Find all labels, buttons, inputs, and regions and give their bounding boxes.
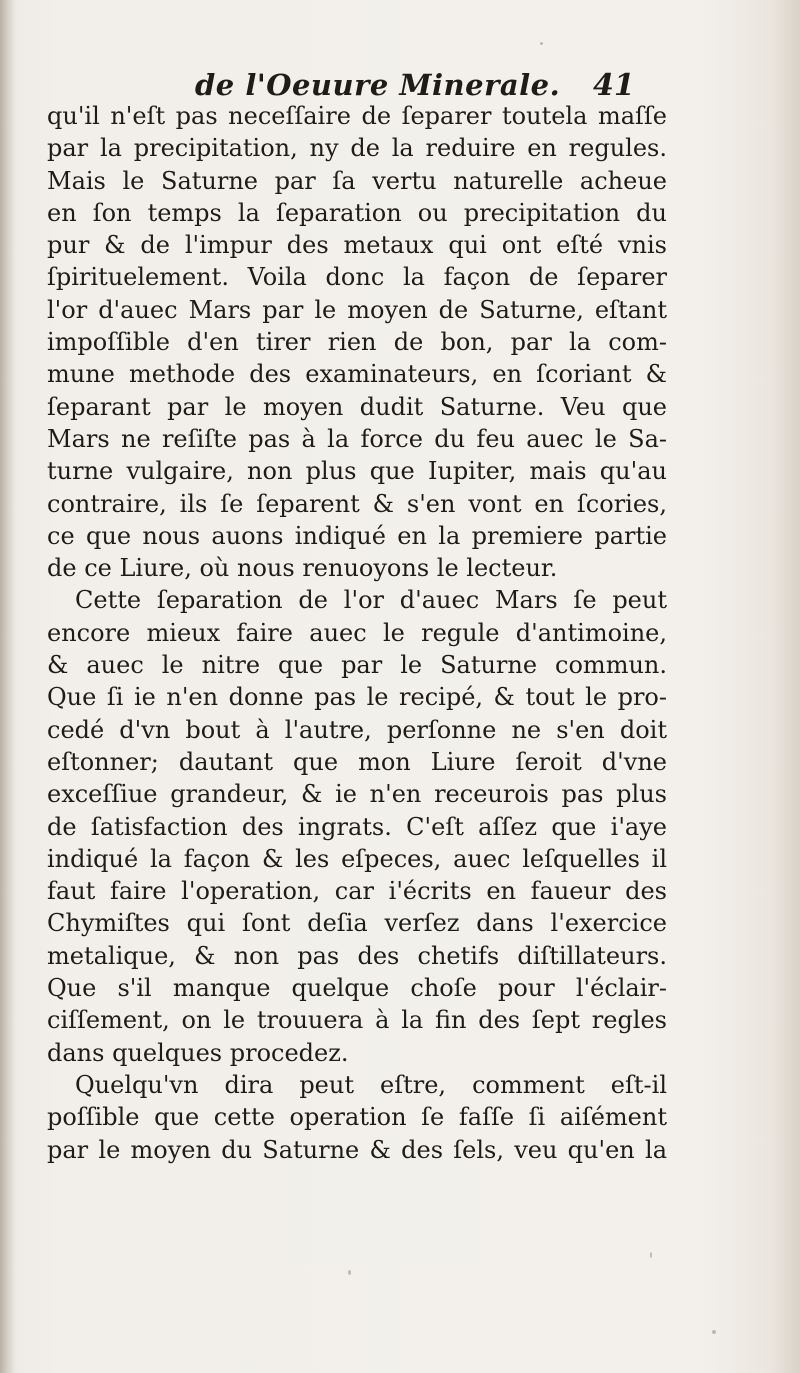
text-line: de ce Liure, où nous renuoyons le lecteur. <box>47 554 558 583</box>
text-line: Que s'il manque quelque choſe pour l'éclair- <box>47 974 667 1003</box>
text-line: eſtonner; dautant que mon Liure ſeroit d'vne <box>47 747 667 776</box>
text-line: Que ſi ie n'en donne pas le recipé, & tout le pro- <box>47 683 667 712</box>
paper-speck <box>540 42 543 45</box>
text-line: Mais le Saturne par ſa vertu naturelle acheue <box>47 166 667 195</box>
text-line: de ſatisfaction des ingrats. C'eſt aſſez que i'aye <box>47 812 667 841</box>
text-line: Mars ne reſiſte pas à la force du feu auec le Sa- <box>47 424 667 453</box>
text-line: dans quelques procedez. <box>47 1038 349 1067</box>
text-line: ſeparant par le moyen dudit Saturne. Veu que <box>47 392 667 421</box>
paragraph-start-line: Quelqu'vn dira peut eſtre, comment eſt-il <box>75 1070 667 1099</box>
page-gutter-shadow <box>0 0 14 1373</box>
text-line: metalique, & non pas des chetifs diſtillateurs. <box>47 941 667 970</box>
text-line: indiqué la façon & les eſpeces, auec leſquelles il <box>47 844 667 873</box>
paper-speck <box>650 1252 652 1258</box>
paper-speck <box>348 1270 351 1275</box>
text-line: ſpirituelement. Voila donc la façon de ſeparer <box>47 263 667 292</box>
text-line: faut faire l'operation, car i'écrits en faueur des <box>47 877 667 906</box>
text-line: poſſible que cette operation ſe faſſe ſi aiſément <box>47 1103 667 1132</box>
text-line: cedé d'vn bout à l'autre, perſonne ne s'en doit <box>47 715 667 744</box>
text-line: encore mieux faire auec le regule d'antimoine, <box>47 618 667 647</box>
text-line: pur & de l'impur des metaux qui ont eſté vnis <box>47 231 667 260</box>
text-line: ciſſement, on le trouuera à la fin des ſept regles <box>47 1006 667 1035</box>
text-line: & auec le nitre que par le Saturne commun. <box>47 651 667 680</box>
text-line: Chymiſtes qui ſont deſia verſez dans l'exercice <box>47 909 667 938</box>
text-line: exceſſiue grandeur, & ie n'en receurois pas plus <box>47 780 667 809</box>
text-line: par la precipitation, ny de la reduire en regules. <box>47 134 667 163</box>
running-title: de l'Oeuure Minerale. <box>195 68 561 102</box>
page-number: 41 <box>593 68 635 103</box>
text-line: impoſſible d'en tirer rien de bon, par la com- <box>47 328 667 357</box>
text-line: mune methode des examinateurs, en ſcoriant & <box>47 360 667 389</box>
text-line: ce que nous auons indiqué en la premiere partie <box>47 521 667 550</box>
paragraph-start-line: Cette ſeparation de l'or d'auec Mars ſe peut <box>75 586 667 615</box>
text-line: qu'il n'eſt pas neceſſaire de ſeparer toutela maſſe <box>47 102 667 130</box>
text-line: l'or d'auec Mars par le moyen de Saturne, eſtant <box>47 295 667 324</box>
body-text <box>47 100 667 1166</box>
paper-speck <box>712 1330 716 1334</box>
text-line: par le moyen du Saturne & des ſels, veu qu'en la <box>47 1135 667 1164</box>
text-line: en ſon temps la ſeparation ou precipitation du <box>47 198 667 227</box>
text-line: turne vulgaire, non plus que Iupiter, mais qu'au <box>47 457 667 486</box>
text-line: contraire, ils ſe ſeparent & s'en vont en ſcories, <box>47 489 667 518</box>
